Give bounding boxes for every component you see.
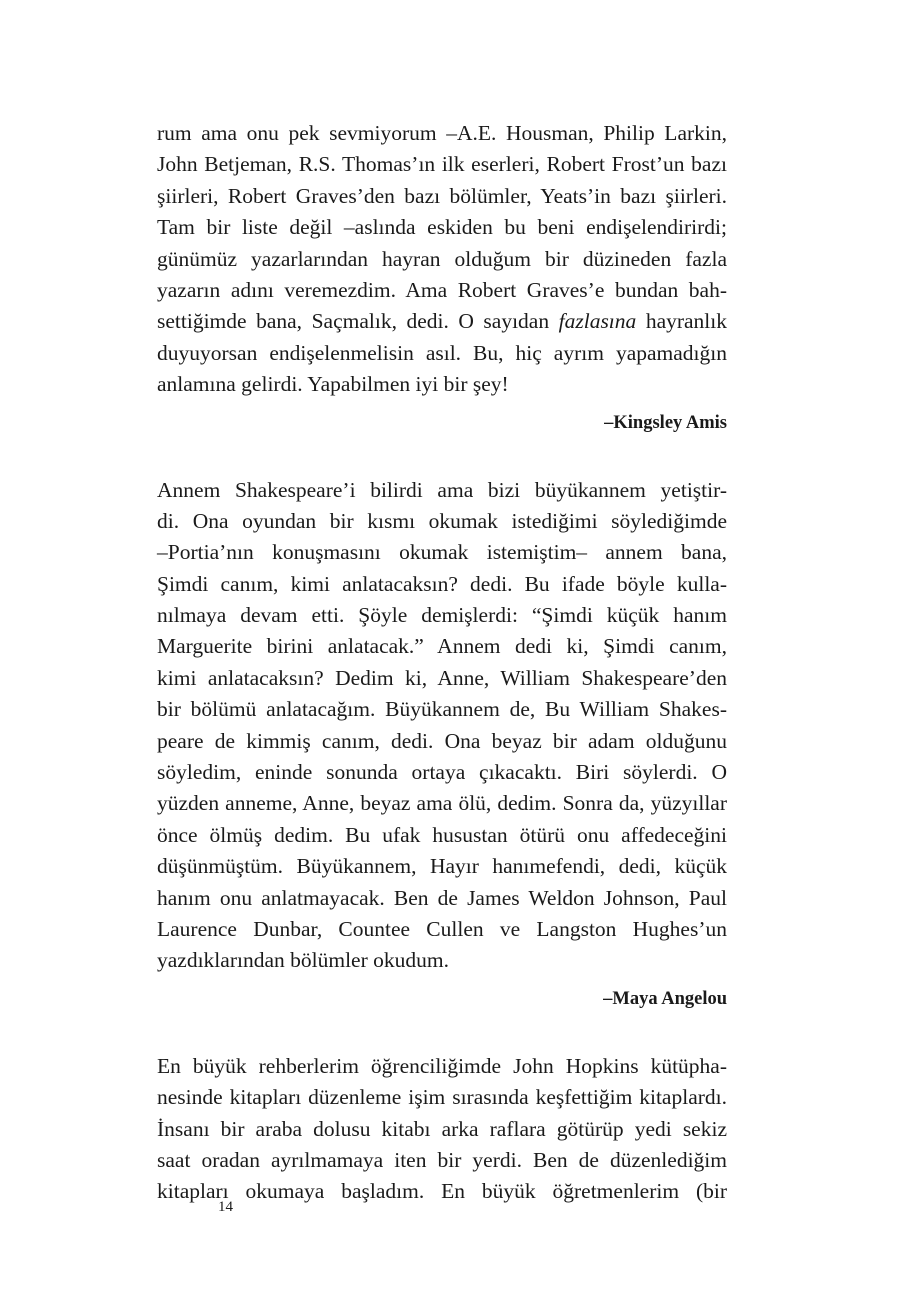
text-line: yazarın adını veremezdim. Ama Robert Graves’e bundan bah- [157,277,727,302]
quote-maya-angelou [157,475,727,1015]
text-line: di. Ona oyundan bir kısmı okumak istediğimi söylediğimde [157,508,727,533]
text-line: nılmaya devam etti. Şöyle demişlerdi: “Şimdi küçük hanım [157,603,727,628]
text-line: rum ama onu pek sevmiyorum –A.E. Housman, Philip Larkin, [157,121,727,145]
page-number: 14 [218,1199,233,1215]
text-segment: hayranlık [645,309,728,334]
text-line: İnsanı bir araba dolusu kitabı arka raflara götürüp yedi sekiz [157,1116,727,1141]
text-line: Annem Shakespeare’i bilirdi ama bizi büyükannem yetiştir- [157,477,727,502]
text-line: duyuyorsan endişelenmelisin asıl. Bu, hiç ayrım yapamadığın [157,340,727,365]
text-line: En büyük rehberlerim öğrenciliğimde John Hopkins kütüpha- [157,1053,727,1078]
text-line: önce ölmüş dedim. Bu ufak husustan ötürü onu affedeceğini [157,822,727,847]
quote-continuing [157,1051,727,1208]
text-line: John Betjeman, R.S. Thomas’ın ilk eserleri, Robert Frost’un bazı [157,152,727,177]
text-line: günümüz yazarlarından hayran olduğum bir düzineden fazla [157,246,727,271]
text-line: anlamına gelirdi. Yapabilmen iyi bir şey! [157,372,509,397]
page-body [157,118,727,1208]
text-segment: settiğimde bana, Saçmalık, dedi. O sayıdan [157,309,550,334]
text-line: Marguerite birini anlatacak.” Annem dedi ki, Şimdi canım, [157,634,727,659]
text-line: saat oradan ayrılmamaya iten bir yerdi. Ben de düzenlediğim [157,1147,727,1172]
text-line: düşünmüştüm. Büyükannem, Hayır hanımefendi, dedi, küçük [157,854,727,879]
text-line: söyledim, eninde sonunda ortaya çıkacaktı. Biri söylerdi. O [157,760,727,785]
attribution: –Maya Angelou [603,988,727,1009]
text-line: yazdıklarından bölümler okudum. [157,948,449,973]
text-line-with-italic [157,306,727,337]
text-line: kitapları okumaya başladım. En büyük öğretmenlerim (bir [157,1179,727,1204]
spacer [157,439,727,475]
italic-word: fazlasına [558,309,637,334]
text-line: nesinde kitapları düzenleme işim sırasında keşfettiğim kitaplardı. [157,1085,727,1110]
attribution: –Kingsley Amis [604,412,727,433]
text-line: –Portia’nın konuşmasını okumak istemiştim– annem bana, [157,540,727,565]
text-line: bir bölümü anlatacağım. Büyükannem de, Bu William Shakes- [157,697,727,722]
quote-kingsley-amis [157,118,727,439]
text-line: yüzden anneme, Anne, beyaz ama ölü, dedim. Sonra da, yüzyıllar [157,791,727,816]
text-line: peare de kimmiş canım, dedi. Ona beyaz bir adam olduğunu [157,728,727,753]
text-line: Şimdi canım, kimi anlatacaksın? dedi. Bu ifade böyle kulla- [157,571,727,596]
text-line: Laurence Dunbar, Countee Cullen ve Langston Hughes’un [157,916,727,941]
text-line: şiirleri, Robert Graves’den bazı bölümler, Yeats’in bazı şiirleri. [157,183,727,208]
text-line: kimi anlatacaksın? Dedim ki, Anne, William Shakespeare’den [157,665,727,690]
text-line: hanım onu anlatmayacak. Ben de James Weldon Johnson, Paul [157,885,727,910]
spacer [157,1015,727,1051]
text-line: Tam bir liste değil –aslında eskiden bu beni endişelendirirdi; [157,215,727,240]
